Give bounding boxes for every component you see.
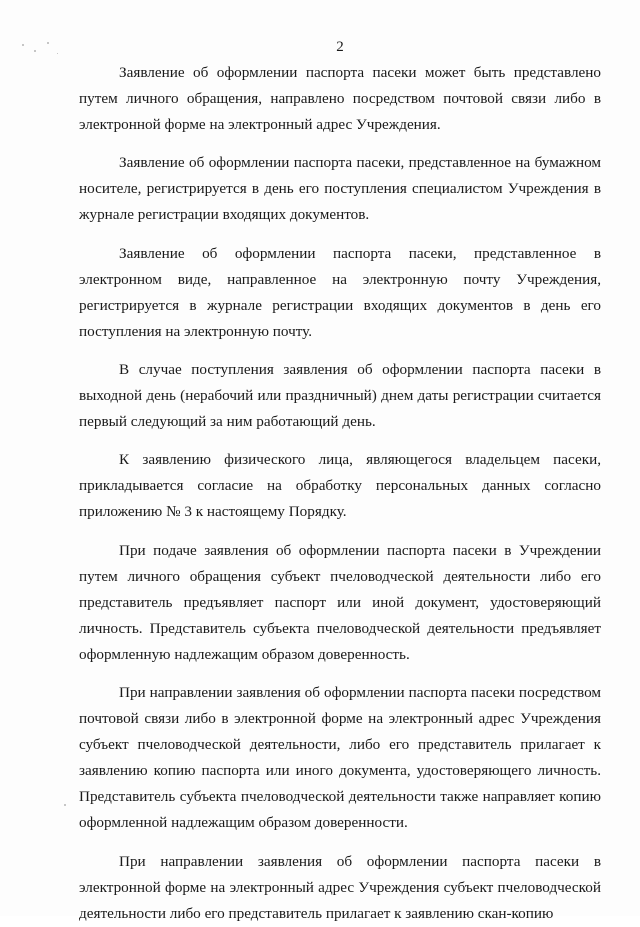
scan-speck <box>64 804 66 806</box>
paragraph: В случае поступления заявления об оформлении паспорта пасеки в выходной день (нерабочий или праздничный) днем даты регистрации считается первый следующий за ним работающий день. <box>79 360 601 431</box>
paragraph: При подаче заявления об оформлении паспорта пасеки в Учреждении путем личного обращения субъект пчеловодческой деятельности либо его представитель предъявляет паспорт или иной документ, удостоверяющий личность. Представитель субъекта пчеловодческой деятельности предъявляет оформленную надлежащим образом доверенность. <box>79 541 601 663</box>
scan-speck <box>47 42 49 44</box>
document-body <box>79 60 601 927</box>
scan-speck <box>22 44 24 46</box>
paragraph: При направлении заявления об оформлении паспорта пасеки посредством почтовой связи либо в электронной форме на электронный адрес Учреждения субъект пчеловодческой деятельности, либо его представитель прилагает к заявлению копию паспорта или иного документа, удостоверяющего личность. Представитель субъекта пчеловодческой деятельности также направляет копию оформленной надлежащим образом доверенности. <box>79 683 601 832</box>
paragraph: Заявление об оформлении паспорта пасеки может быть представлено путем личного обращения, направлено посредством почтовой связи либо в электронной форме на электронный адрес Учреждения. <box>79 64 601 134</box>
paragraph: Заявление об оформлении паспорта пасеки, представленное на бумажном носителе, регистрируется в день его поступления специалистом Учреждения в журнале регистрации входящих документов. <box>79 154 601 224</box>
paragraph: К заявлению физического лица, являющегося владельцем пасеки, прикладывается согласие на обработку персональных данных согласно приложению № 3 к настоящему Порядку. <box>79 451 601 521</box>
page-number: 2 <box>336 39 344 55</box>
scan-speck <box>57 53 58 54</box>
paragraph: При направлении заявления об оформлении паспорта пасеки в электронной форме на электронный адрес Учреждения субъект пчеловодческой деятельности либо его представитель прилагает к заявлению скан-копию <box>79 852 601 922</box>
scan-speck <box>34 50 36 52</box>
paragraph: Заявление об оформлении паспорта пасеки, представленное в электронном виде, направленное на электронную почту Учреждения, регистрируется в журнале регистрации входящих документов в день его поступления на электронную почту. <box>79 244 601 340</box>
